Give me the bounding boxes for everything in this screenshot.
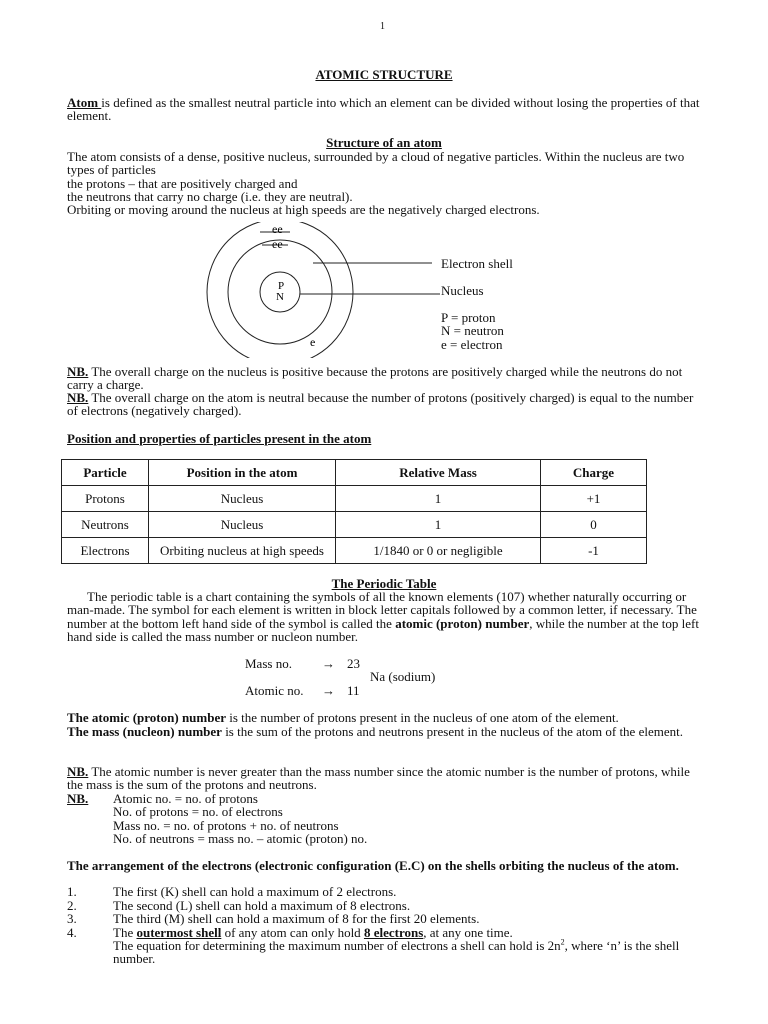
structure-line-3: the neutrons that carry no charge (i.e. they are neutral). [67,189,353,204]
nucleus-n-label: N [276,291,284,303]
arrow-icon: → [322,656,335,671]
equation-line: No. of protons = no. of electrons [113,804,283,819]
mass-no-value: 23 [347,656,360,671]
shell-equation [113,939,707,966]
list-text: The [113,925,137,940]
list-text: , at any one time. [423,925,513,940]
periodic-text: The periodic table is a chart containing the symbols of all the known elements (107) whether naturally occurring or man-made. The symbol for each element is written in block letter capitals followed by a common letter, if necessary. The number at the bottom left hand side of the symbol is called the [67,589,697,631]
structure-heading: Structure of an atom [326,135,442,150]
list-item [67,912,479,925]
table-row [62,486,647,512]
nb-nucleus-charge [67,365,707,392]
atom-definition-text: is defined as the smallest neutral particle into which an element can be divided without losing the properties of that element. [67,95,700,124]
nb-nucleus-text: The overall charge on the nucleus is positive because the protons are positively charged while the neutrons do not carry a charge. [67,364,683,393]
list-number: 3. [67,911,77,926]
table-heading: Position and properties of particles present in the atom [67,431,372,446]
equation-text: The equation for determining the maximum number of electrons a shell can hold is 2n [113,938,561,953]
table-cell: Neutrons [62,512,149,538]
periodic-paragraph [67,590,707,644]
list-text: The third (M) shell can hold a maximum of 8 for the first 20 elements. [113,911,480,926]
equation-exponent: 2 [560,937,565,947]
equation-line: No. of neutrons = mass no. – atomic (proton) no. [113,831,368,846]
element-name: Na (sodium) [370,669,436,684]
atomic-number-rest: is the number of protons present in the nucleus of one atom of the element. [226,710,619,725]
atomic-number-term: atomic (proton) number [395,615,530,631]
periodic-text-end: , while the number at the top left hand side is called the mass number or nucleon number. [67,615,699,645]
equation-line: Mass no. = no. of protons + no. of neutrons [113,818,339,833]
table-cell: -1 [541,538,647,564]
nucleus-p-label: P [278,280,285,292]
arrow-icon: → [322,683,335,698]
atomic-no-label: Atomic no. [245,683,304,698]
atomic-number-definition [67,711,707,724]
nucleus-label: Nucleus [441,283,484,298]
arrangement-heading: The arrangement of the electrons (electronic configuration (E.C) on the shells orbiting the nucleus of the atom. [67,858,679,873]
col-mass: Relative Mass [336,460,541,486]
nb-atom-text: The overall charge on the atom is neutral because the number of protons (positively charged) is equal to the number of electrons (negatively charged). [67,390,694,419]
list-number: 2. [67,898,77,913]
mass-number-rest: is the sum of the protons and neutrons present in the nucleus of the atom of the element. [221,724,683,739]
atomic-no-value: 11 [347,683,360,698]
table-cell: Protons [62,486,149,512]
equation-text-end: , where ‘n’ is the shell number. [113,938,680,967]
electron-label-2: ee [272,237,283,251]
nb-atomic-number [67,765,707,792]
electron-shell-label: Electron shell [441,256,513,271]
list-text: of any atom can only hold [221,925,364,940]
list-number: 4. [67,925,77,940]
col-charge: Charge [541,460,647,486]
table-cell: +1 [541,486,647,512]
table-row [62,538,647,564]
structure-line-2: the protons – that are positively charged and [67,176,298,191]
list-number: 1. [67,884,77,899]
list-text: The first (K) shell can hold a maximum of 2 electrons. [113,884,397,899]
atom-definition [67,96,707,123]
nb-atomic-text: The atomic number is never greater than the mass number since the atomic number is the number of protons, while the mass is the sum of the protons and neutrons. [67,764,690,793]
col-particle: Particle [62,460,149,486]
electron-label-3: e [310,335,316,349]
table-cell: 1 [336,512,541,538]
table-cell: 0 [541,512,647,538]
equation-line: Atomic no. = no. of protons [113,791,258,806]
nb-tag: NB. [67,390,89,405]
list-item [67,885,396,898]
nb-tag: NB. [67,764,89,779]
table-cell: Orbiting nucleus at high speeds [149,538,336,564]
mass-number-bold: The mass (nucleon) number [67,724,222,739]
page-title: ATOMIC STRUCTURE [315,67,453,82]
atomic-number-bold: The atomic (proton) number [67,710,227,725]
table-cell: 1 [336,486,541,512]
col-position: Position in the atom [149,460,336,486]
key-neutron: N = neutron [441,323,504,338]
particles-table [61,459,647,564]
table-header-row [62,460,647,486]
table-cell: Nucleus [149,512,336,538]
structure-line-4: Orbiting or moving around the nucleus at high speeds are the negatively charged electrons. [67,202,540,217]
electron-label-1: ee [272,222,283,236]
mass-number-definition [67,725,707,738]
list-text: The second (L) shell can hold a maximum of 8 electrons. [113,898,411,913]
outermost-shell-term: outermost shell [136,925,222,940]
periodic-heading: The Periodic Table [331,576,437,591]
table-cell: Nucleus [149,486,336,512]
nb-tag: NB. [67,791,89,806]
key-proton: P = proton [441,310,496,325]
page-number: 1 [380,21,385,32]
nb-tag: NB. [67,364,89,379]
table-cell: 1/1840 or 0 or negligible [336,538,541,564]
mass-no-label: Mass no. [245,656,292,671]
key-electron: e = electron [441,337,503,352]
structure-line-1: The atom consists of a dense, positive nucleus, surrounded by a cloud of negative particles. Within the nucleus are two types of particles [67,149,685,178]
nb-atom-charge [67,391,707,418]
atom-term: Atom [67,95,102,110]
table-cell: Electrons [62,538,149,564]
table-row [62,512,647,538]
eight-electrons-term: 8 electrons [363,925,424,940]
